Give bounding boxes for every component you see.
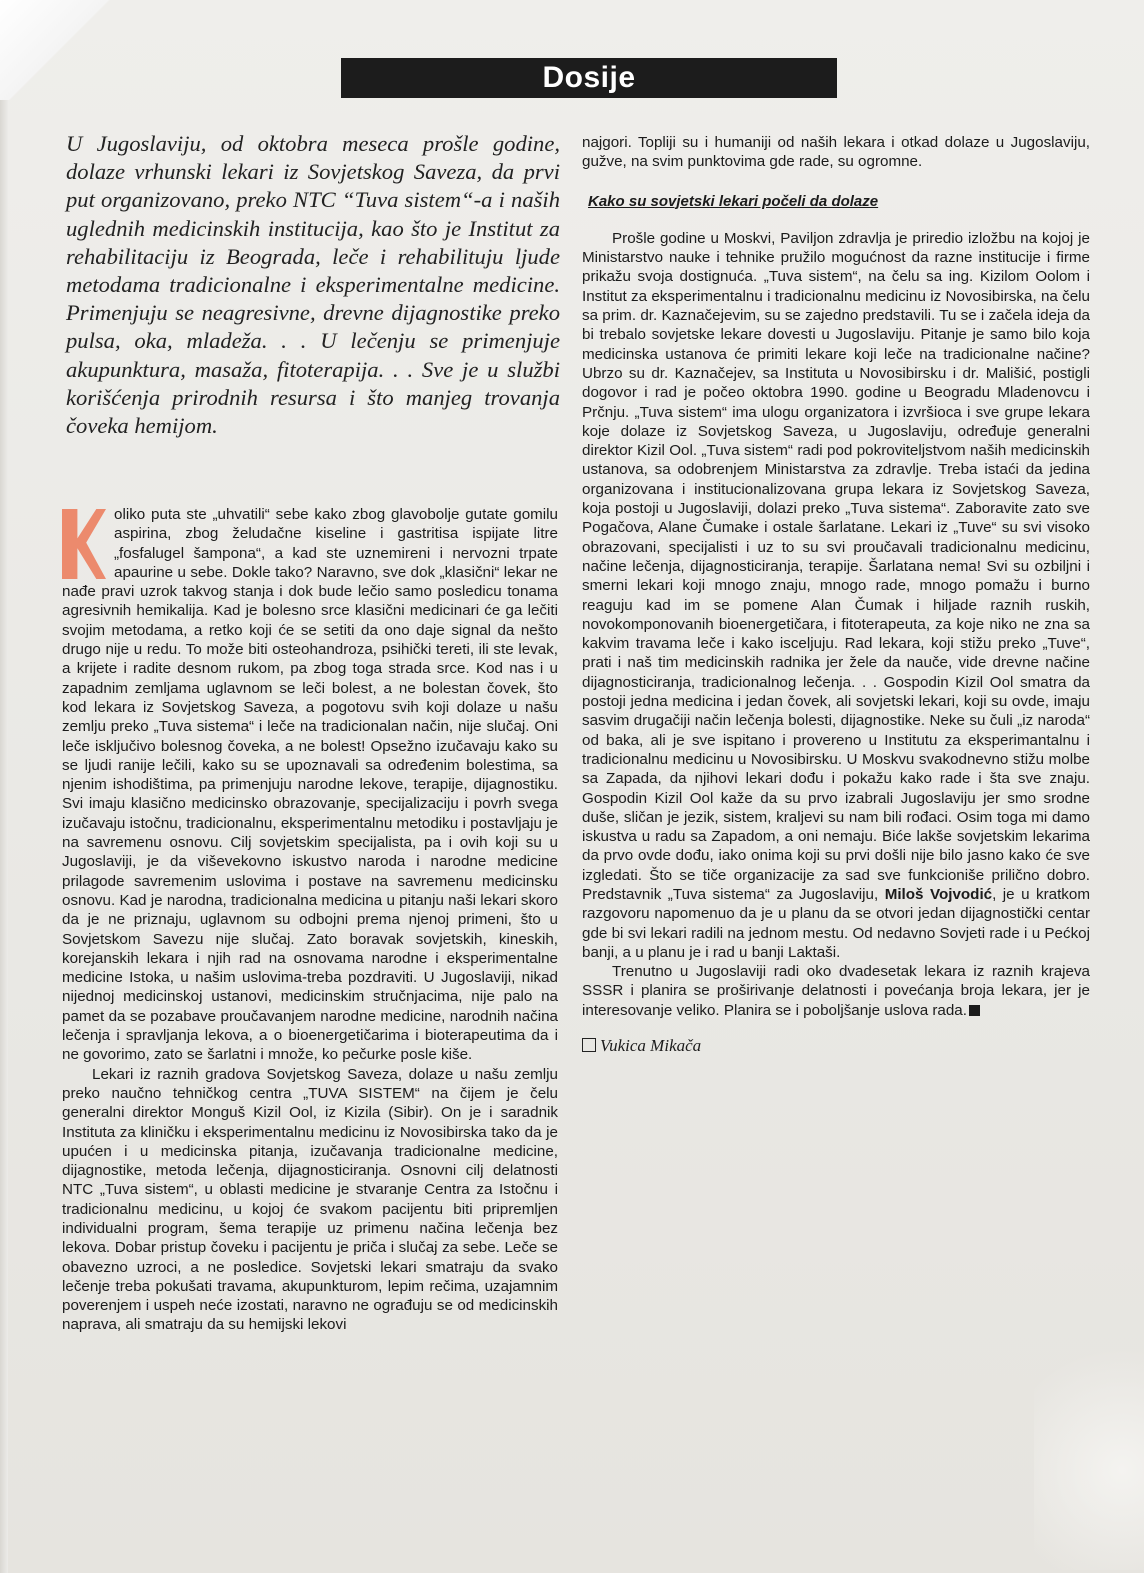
- article-right-column: [582, 133, 1090, 1283]
- author-name: Vukica Mikača: [600, 1036, 702, 1056]
- article-paragraph: Lekari iz raznih gradova Sovjetskog Saveza, dolaze u našu zemlju preko naučno tehničkog centra „TUVA SISTEM“ na čijem je čelu generalni direktor Monguš Kizil Ool, iz Kizila (Sibir). On je i saradnik Instituta za kliničku i eksperimentalnu medicinu iz Novosibirska tako da je upućen i u medicinska pitanja, izučavanja tradicionalne medicine, dijagnostike, metoda lečenja, dijagnosticiranja. Osnovni cilj delatnosti NTC „Tuva sistem“, u oblasti medicine je stvaranje Centra za Istočnu i tradicionalnu medicinu, u kojoj će svakom pacijentu biti pripremljen individualni program, šema terapije uz primenu načina lečenja bez lekova. Dobar pristup čoveku i pacijentu je priča i slučaj za sebe. Leče se obavezno uzroci, a ne posledice. Sovjetski lekari smatraju da svako lečenje treba pokušati travama, akupunkturom, lepim rečima, uzajamnim poverenjem i uspeh neće izostati, naravno ne ograđuju se od medicinskih naprava, ali smatraju da su hemijski lekovi: [62, 1065, 558, 1334]
- article-paragraph: [582, 962, 1090, 1020]
- paper-shading: [1034, 1320, 1144, 1570]
- folded-corner: [0, 0, 140, 100]
- end-mark-icon: [969, 1005, 980, 1016]
- article-left-column: [62, 505, 558, 1540]
- section-title: Dosije: [542, 61, 636, 94]
- dropcap-letter: K: [62, 509, 106, 579]
- byline: [582, 1036, 1090, 1055]
- article-paragraph: najgori. Topliji su i humaniji od naših lekara i otkad dolaze u Jugoslaviju, gužve, na svim punktovima gde rade, su ogromne.: [582, 134, 1090, 171]
- section-banner: [341, 58, 837, 98]
- page-edge: [0, 0, 8, 1573]
- square-icon: [582, 1038, 596, 1052]
- paragraph-text: Trenutno u Jugoslaviji radi oko dvadesetak lekara iz raznih krajeva SSSR i planira se proširivanje delatnosti i povećanja broja lekara, jer je interesovanje veliko. Planira se i poboljšanje uslova rada.: [582, 963, 1090, 1019]
- paragraph-text: oliko puta ste „uhvatili“ sebe kako zbog glavobolje gutate gomilu aspirina, zbog želudačne kiseline i gastritisa ispijate litre „fosfalugel šampona“, a kad ste uznemireni i nervozni trpate apaurine u sebe. Dokle tako? Naravno, sve dok „klasični“ lekar ne nađe pravi uzrok takvog stanja i dok bude lečio samo posledicu tonama agresivnih hemikalija. Kad je bolesno srce klasični medicinari će ga lečiti svojim metodama, a retko koji će se setiti da ono daje signal da nešto drugo nije u redu. To može biti osteohandroza, psihički tereti, ili ste levak, a krijete i radite desnom rukom, pa zbog toga strada srce. Kod nas i u zapadnim zemljama uglavnom se leči bolest, a ne bolestan čovek, što kod lekara iz Sovjetskog Saveza, a pogotovu svih koji dolaze u našu zemlju preko „Tuva sistema“ i leče na tradicionalan način, nije slučaj. Oni leče isključivo bolesnog čoveka, a ne bolest! Opsežno izučavaju kako su se ljudi ranije lečili, kako su se upoznavali sa određenim bolestima, sa njenim ishodištima, pa primenjuju narodne lekove, terapije, dijagnostiku. Svi imaju klasično medicinsko obrazovanje, specijalizaciju i povrh svega izučavaju istočnu, tradicionalnu, eksperimentalnu metodiku i postavljaju je na savremenu osnovu. Cilj sovjetskim specijalista, pa i ovih koji su u Jugoslaviji, je da viševekovno iskustvo naroda i narodne medicine prilagode savremenim uslovima i postave na savremenu medicinsku osnovu. Kad je narodna, tradicionalna medicina u pitanju naši lekari skoro da je ne priznaju, uglavnom su odbojni prema njenoj primeni, što u Sovjetskom Savezu nije slučaj. Zato boravak sovjetskih, kineskih, korejanskih lekara i njih rad na osnovama narodne i eksperimentalne medicine Istoka, u našim uslovima-treba pozdraviti. U Jugoslaviji, nikad nijednoj medicinskoj ustanovi, medicinskim stručnjacima, nije palo na pamet da se pozabave proučavanjem narodne medicine, narodnih načina lečenja i spravljanja lekova, a o bioenergetičarima i bioterapeutima da i ne govorimo, zato se šarlatni i množe, ko pečurke posle kiše.: [62, 506, 558, 1064]
- article-paragraph: [582, 229, 1090, 962]
- paragraph-text: , je u kratkom razgovoru napomenuo da je u planu da se otvori jedan dijagnostički centar gde bi svi lekari radili na jednom mestu. Od nedavno Sovjeti rade i u Pećkoj banji, a u planu je i rad u banji Laktaši.: [582, 885, 1090, 961]
- lead-paragraph: U Jugoslaviju, od oktobra meseca prošle godine, dolaze vrhunski lekari iz Sovjetskog Saveza, da prvi put organizovano, preko NTC “Tuva sistem“-a i naših uglednih medicinskih institucija, kao što je Institut za rehabilitaciju iz Beograda, leče i rehabilituju ljude metodama tradicionalne i eksperimentalne medicine. Primenjuju se neagresivne, drevne dijagnostike preko pulsa, oka, mladeža. . . U lečenju se primenjuje akupunktura, masaža, fitoterapija. . . Sve je u službi korišćenja prirodnih resursa i što manjeg trovanja čoveka hemijom.: [66, 131, 560, 439]
- paragraph-text: Prošle godine u Moskvi, Paviljon zdravlja je priredio izložbu na kojoj je Ministarstvo nauke i tehnike pružilo mogućnost da razne institucije i firme prikažu svoja dostignuća. „Tuva sistem“, na čelu sa ing. Kizilom Oolom i Institut za eksperimentalnu i tradicionalnu medicinu iz Novosibirska, na čelu sa prim. dr. Kaznačejevim, su se zajedno predstavili. Tu se i začela ideja da bi trebalo sovjetske lekare dovesti u Jugoslaviju. Pitanje je samo bilo koja medicinska ustanova će primiti lekare koji leče na tradicionalne načine? Ubrzo su dr. Kaznačejev, sa Instituta u Novosibirsku i dr. Mališić, postigli dogovor i rad je počeo oktobra 1990. godine u Beogradu Mladenovcu i Prčnju. „Tuva sistem“ ima ulogu organizatora i izvršioca i sve grupe lekara koje dolaze iz Sovjetskog Saveza, u Jugoslaviju, određuje generalni direktor Kizil Ool. „Tuva sistem“ radi pod pokroviteljstvom naših medicinskih ustanova, sa odobrenjem Ministarstva za zdravlje. Treba istaći da jedina organizovana i institucionalizovana grupa lekara iz Sovjetskog Saveza, koja postoji u Jugoslaviji, dolazi preko „Tuva sistema“. Zaboravite zato sve Pogačova, Alane Čumake i ostale šarlatane. Lekari iz „Tuve“ su svi visoko obrazovani, specijalisti i uz to su svi proučavali tradicionalnu medicinu, načine lečenja, dijagnosticiranja, terapije. Šarlatana nema! Svi su ozbiljni i smerni lekari koji mnogo znaju, mnogo rade, mnogo pomažu i burno reaguju kad im se pomene Alan Čumak i hiljade raznih ruskih, novokomponovanih bioenergetičara, i fitoterapeuta, za koje niko ne zna sa kakvim travama leče i kako isceljuju. Rad lekara, koji stižu preko „Tuve“, prati i naš tim medicinskih radnika jer žele da nauče, vide drevne načine dijagnosticiranja, tradicionalnog lečenja. . . Gospodin Kizil Ool smatra da postoji jedna medicina i jedan čovek, ali sovjetski lekari, koji su ovde, imaju sasvim drugačiji način lečenja bolesti, dijagnostike. Neke su čuli „iz naroda“ od baka, ali je sve ispitano i provereno u Institutu za eksperimantalnu i tradicionalnu medicinu u Novosibirsku. U Moskvu svakodnevno stižu molbe sa Zapada, da njihovi lekari dođu i pokažu kako rade i šta sve znaju. Gospodin Kizil Ool kaže da su prvo izabrali Jugoslaviju jer smo srodne duše, sličan je jezik, sistem, kraljevi su nam bili rođaci. Osim toga mi damo iskustva u radu sa Zapadom, a oni nemaju. Biće lakše sovjetskim lekarima da prvo ovde dođu, iako onima koji su prvi došli nije bilo jasno kako će sve izgledati. Što se tiče organizacije za sad sve funkcioniše prilično dobro. Predstavnik „Tuva sistema“ za Jugoslaviju,: [582, 229, 1090, 903]
- subheading: Kako su sovjetski lekari počeli da dolaze: [588, 192, 879, 210]
- article-paragraph: [62, 505, 558, 1065]
- person-name: Miloš Vojvodić: [884, 885, 993, 903]
